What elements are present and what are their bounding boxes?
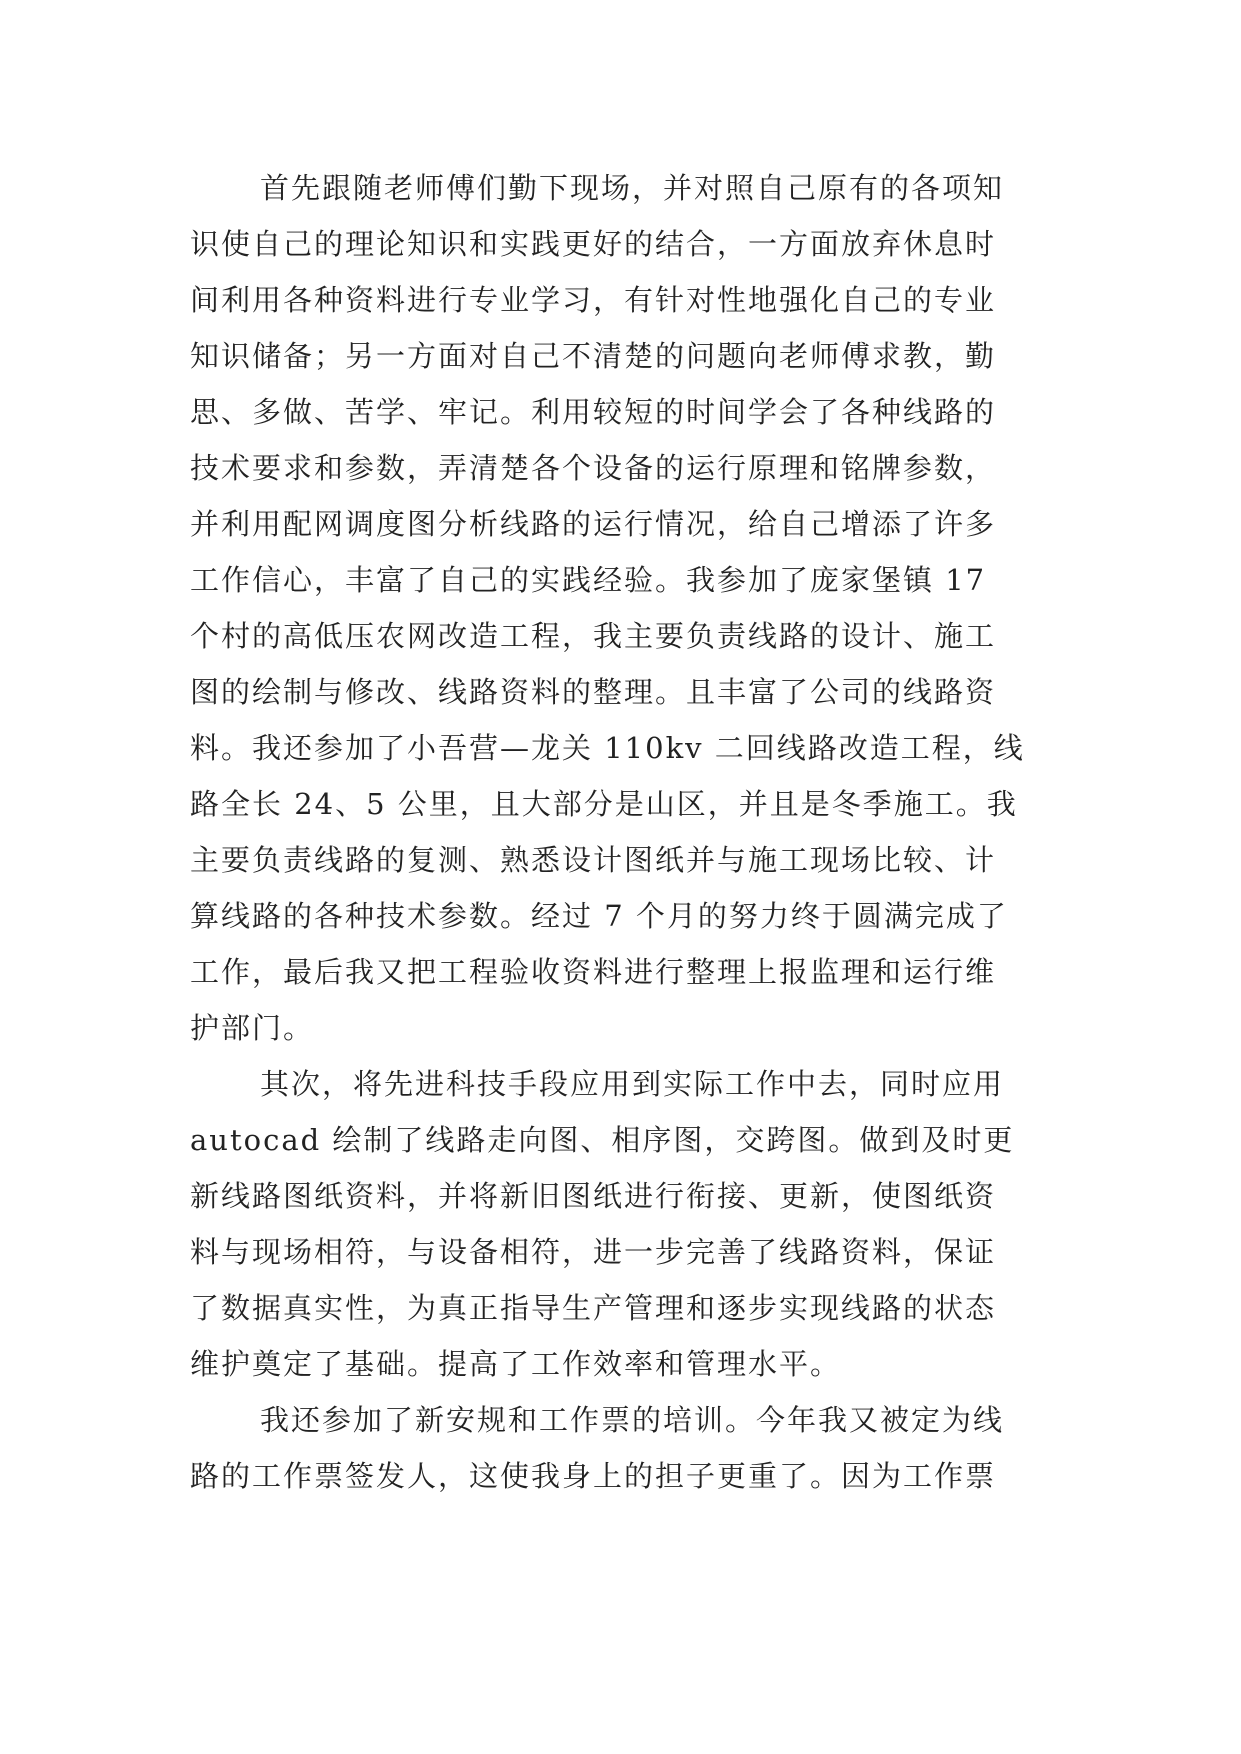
text-line: 路的工作票签发人，这使我身上的担子更重了。因为工作票 [190, 1459, 997, 1493]
text-line: 知识储备；另一方面对自己不清楚的问题向老师傅求教，勤 [190, 339, 997, 373]
text-line: 工作信心，丰富了自己的实践经验。我参加了庞家堡镇 17 [190, 563, 987, 597]
text-line: 算线路的各种技术参数。经过 7 个月的努力终于圆满完成了 [190, 899, 1008, 933]
text-line: 新线路图纸资料，并将新旧图纸进行衔接、更新，使图纸资 [190, 1179, 997, 1213]
text-line: 工作，最后我又把工程验收资料进行整理上报监理和运行维 [190, 955, 997, 989]
text-line: 识使自己的理论知识和实践更好的结合，一方面放弃休息时 [190, 227, 997, 261]
text-line: 图的绘制与修改、线路资料的整理。且丰富了公司的线路资 [190, 675, 997, 709]
text-line: 主要负责线路的复测、熟悉设计图纸并与施工现场比较、计 [190, 843, 997, 877]
text-line: 路全长 24、5 公里，且大部分是山区，并且是冬季施工。我 [190, 787, 1018, 821]
text-line: autocad 绘制了线路走向图、相序图，交跨图。做到及时更 [190, 1123, 1015, 1157]
text-line: 我还参加了新安规和工作票的培训。今年我又被定为线 [260, 1403, 1005, 1437]
text-line: 并利用配网调度图分析线路的运行情况，给自己增添了许多 [190, 507, 997, 541]
text-line: 间利用各种资料进行专业学习，有针对性地强化自己的专业 [190, 283, 997, 317]
text-line: 个村的高低压农网改造工程，我主要负责线路的设计、施工 [190, 619, 997, 653]
text-line: 思、多做、苦学、牢记。利用较短的时间学会了各种线路的 [190, 395, 997, 429]
document-body [190, 160, 1070, 1504]
text-line: 其次，将先进科技手段应用到实际工作中去，同时应用 [260, 1067, 1005, 1101]
text-line: 技术要求和参数，弄清楚各个设备的运行原理和铭牌参数， [190, 451, 997, 485]
text-line: 了数据真实性，为真正指导生产管理和逐步实现线路的状态 [190, 1291, 997, 1325]
text-line: 料与现场相符，与设备相符，进一步完善了线路资料，保证 [190, 1235, 997, 1269]
text-line: 料。我还参加了小吾营—龙关 110kv 二回线路改造工程，线 [190, 731, 1025, 765]
text-line: 维护奠定了基础。提高了工作效率和管理水平。 [190, 1347, 842, 1381]
text-line: 护部门。 [190, 1011, 315, 1045]
text-line: 首先跟随老师傅们勤下现场，并对照自己原有的各项知 [260, 171, 1005, 205]
